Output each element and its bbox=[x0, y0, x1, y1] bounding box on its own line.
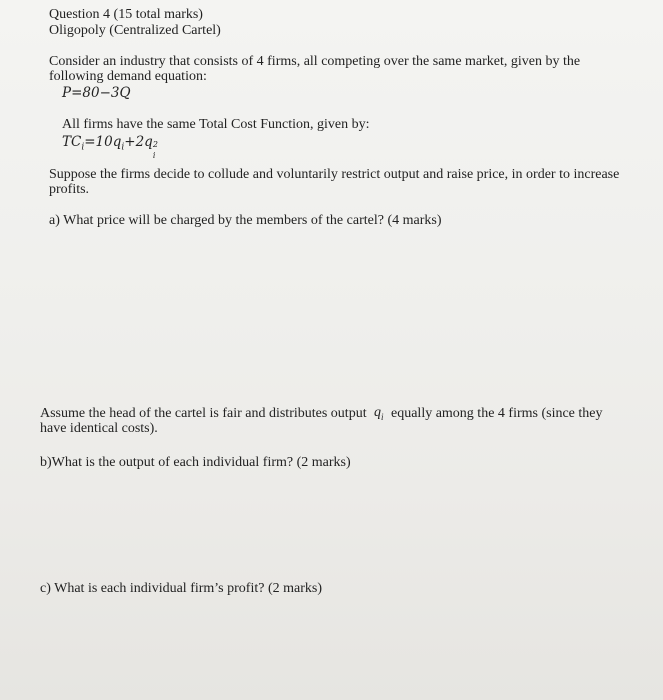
intro-line-2: following demand equation: bbox=[49, 69, 207, 84]
demand-equation: P=80−3Q bbox=[62, 85, 131, 101]
assume-line-1b: equally among the 4 firms (since they bbox=[391, 406, 603, 421]
collude-line-2: profits. bbox=[49, 182, 90, 197]
part-a-question: a) What price will be charged by the members of the cartel? (4 marks) bbox=[49, 213, 442, 228]
intro-line-1: Consider an industry that consists of 4 firms, all competing over the same market, given by the bbox=[49, 54, 581, 69]
cost-equation: $TC_i=10q_i+2q$ 2 i bbox=[62, 134, 158, 160]
assume-line-1a: Assume the head of the cartel is fair and distributes output bbox=[40, 406, 367, 421]
assume-line-2: have identical costs). bbox=[40, 421, 158, 436]
part-b-question: b)What is the output of each individual firm? (2 marks) bbox=[40, 455, 351, 470]
bleed-through-text bbox=[250, 8, 253, 24]
part-c-question: c) What is each individual firm’s profit? (2 marks) bbox=[40, 581, 322, 596]
question-subtitle: Oligopoly (Centralized Cartel) bbox=[49, 23, 221, 38]
output-variable: $q_i$ bbox=[374, 405, 384, 422]
collude-line-1: Suppose the firms decide to collude and voluntarily restrict output and raise price, in order to increase bbox=[49, 167, 620, 182]
cost-line: All firms have the same Total Cost Function, given by: bbox=[62, 117, 370, 132]
question-title: Question 4 (15 total marks) bbox=[49, 7, 203, 22]
